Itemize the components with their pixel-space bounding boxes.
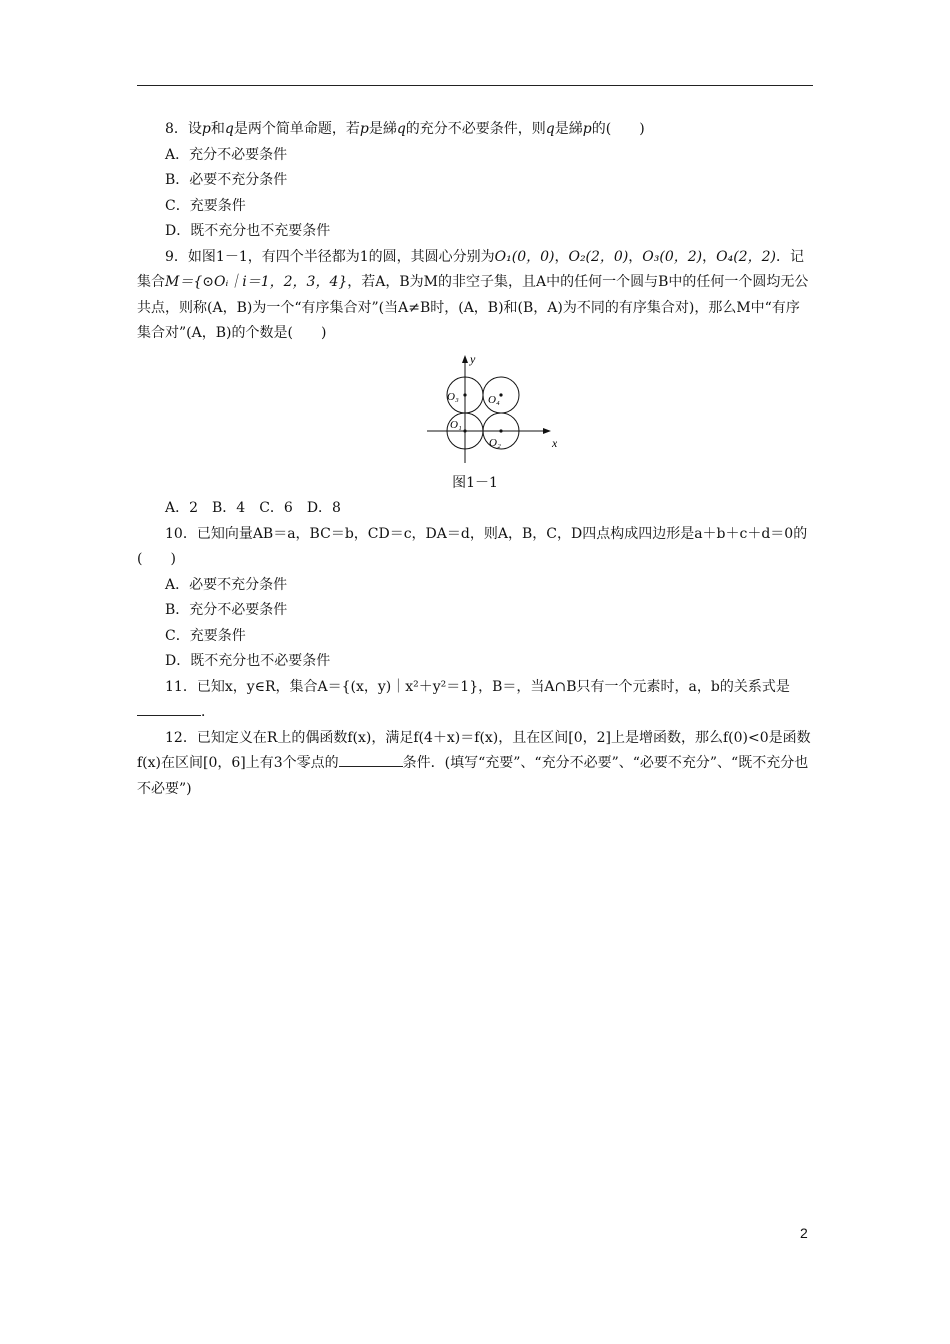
answer-blank <box>137 701 201 716</box>
label-o3: O₃ <box>447 390 459 403</box>
q10-option-a: A．必要不充分条件 <box>165 576 288 593</box>
y-axis-arrow <box>462 355 468 363</box>
question-9-stem: 9．如图1－1，有四个半径都为1的圆，其圆心分别为O₁(0，0)，O₂(2，0)，O₃(0，2)，O₄(2，2)．记集合M＝{⊙Oᵢ｜i＝1，2，3，4}，若A，B为M的非空子集，且A中的任何一个圆与B中的任何一个圆均无公共点，则称(A，B)为一个“有序集合对”(当A≠B时，(A，B)和(B，A)为不同的有序集合对)，那么M中“有序集合对”(A，B)的个数是( ) <box>137 248 809 341</box>
question-12-stem: 12．已知定义在R上的偶函数f(x)，满足f(4＋x)＝f(x)，且在区间[0，2]上是增函数，那么f(0)<0是函数f(x)在区间[0，6]上有3个零点的 条件．(填写“充要”、“充分不必要”、“必要不充分”、“既不充分也不必要”) <box>137 729 811 797</box>
label-o4: O₄ <box>488 393 500 406</box>
y-axis-label: y <box>470 352 476 366</box>
answer-blank <box>339 752 403 767</box>
q9-options: A．2 B．4 C．6 D．8 <box>165 500 341 516</box>
q10-option-c: C．充要条件 <box>165 627 246 644</box>
center-o4 <box>499 393 502 396</box>
q10-option-b: B．充分不必要条件 <box>165 602 288 618</box>
question-11-stem: 11．已知x，y∈R，集合A＝{(x，y)｜x²＋y²＝1}，B＝，当A∩B只有一个元素时，a，b的关系式是． <box>137 675 813 726</box>
q8-option-c: C．充要条件 <box>165 197 246 214</box>
x-axis-label: x <box>552 435 557 450</box>
question-10-stem: 10．已知向量AB＝a，BC＝b，CD＝c，DA＝d，则A，B，C，D四点构成四边形是a＋b＋c＋d＝0的( ) <box>137 525 808 567</box>
q8-option-b: B．必要不充分条件 <box>165 172 288 188</box>
q10-option-d: D．既不充分也不必要条件 <box>165 653 331 669</box>
circles-diagram <box>427 353 557 465</box>
q8-option-d: D．既不充分也不充要条件 <box>165 223 331 239</box>
header-rule <box>137 85 813 86</box>
document-body <box>137 117 813 802</box>
page-number: 2 <box>800 1225 808 1241</box>
figure-caption: 图1－1 <box>452 474 498 491</box>
center-o2 <box>499 429 502 432</box>
label-o2: O₂ <box>489 436 501 449</box>
label-o1: O₁ <box>450 418 462 431</box>
center-o1 <box>463 429 466 432</box>
figure-1-1 <box>137 353 813 465</box>
x-axis-arrow <box>543 428 551 434</box>
q8-option-a: A．充分不必要条件 <box>165 146 288 163</box>
center-o3 <box>463 393 466 396</box>
question-8-stem: 8．设p和q是两个简单命题，若p是綈q的充分不必要条件，则q是綈p的( ) <box>165 121 645 137</box>
